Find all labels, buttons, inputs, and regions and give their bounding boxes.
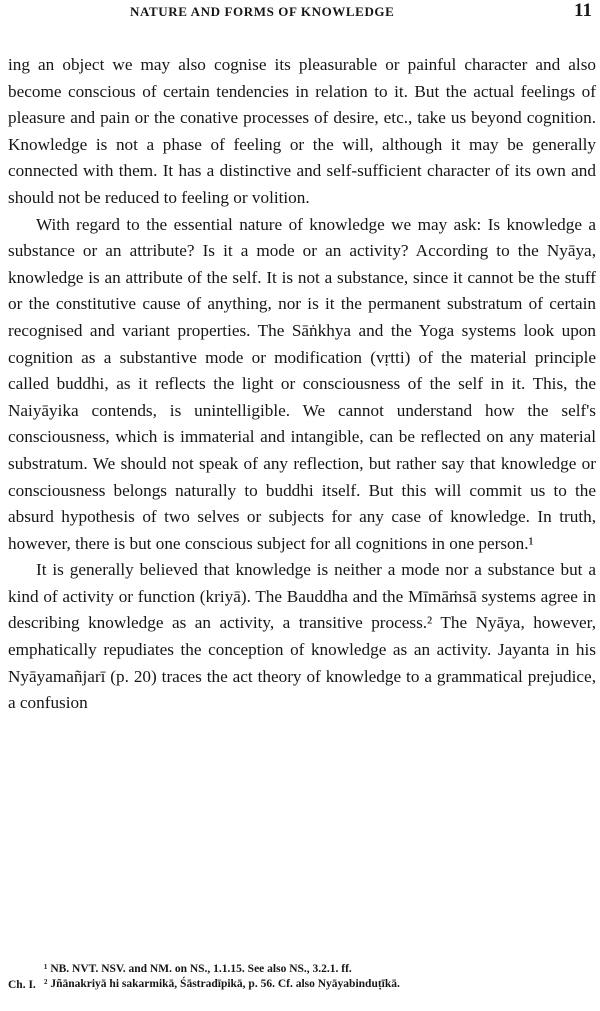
body-text <box>8 52 596 717</box>
running-head: NATURE AND FORMS OF KNOWLEDGE <box>130 4 395 19</box>
footnote: ² Jñānakriyā hi sakarmikā, Śāstradīpikā, p. 56. Cf. also Nyāyabinduṭīkā. <box>44 978 400 990</box>
paragraph: ing an object we may also cognise its pleasurable or painful character and also become conscious of certain tendencies in relation to it. But the actual feelings of pleasure and pain or the conative processes of desire, etc., take us beyond cognition. Knowledge is not a phase of feeling or the will, although it may be generally connected with them. It has a distinctive and self-sufficient character of its own and should not be reduced to feeling or volition. <box>8 55 596 207</box>
chapter-label: Ch. I. <box>8 979 36 991</box>
paragraph: It is generally believed that knowledge is neither a mode nor a substance but a kind of activity or function (kriyā). The Bauddha and the Mīmāṁsā systems agree in describing knowledge as an activity, a transitive process.² The Nyāya, however, emphatically repudiates the conception of knowledge as an activity. Jayanta in his Nyāyamañjarī (p. 20) traces the act theory of knowledge to a grammatical prejudice, a confusion <box>8 560 596 713</box>
footnotes <box>8 962 596 992</box>
page-number: 11 <box>574 0 592 21</box>
page-header <box>0 0 600 30</box>
footnote: ¹ NB. NVT. NSV. and NM. on NS., 1.1.15. See also NS., 3.2.1. ff. <box>44 963 352 975</box>
paragraph: With regard to the essential nature of knowledge we may ask: Is knowledge a substance or an attribute? Is it a mode or an activity? According to the Nyāya, knowledge is an attribute of the self. It is not a substance, since it cannot be the stuff or the constitutive cause of anything, nor is it the permanent substratum of certain recognised and variant properties. The Sāṅkhya and the Yoga systems look upon cognition as a substantive mode or modification (vṛtti) of the material principle called buddhi, as it reflects the light or consciousness of the self in it. This, the Naiyāyika contends, is unintelligible. We cannot understand how the self's consciousness, which is immaterial and intangible, can be reflected on any material substratum. We should not speak of any reflection, but rather say that knowledge or consciousness belongs naturally to buddhi itself. But this will commit us to the absurd hypothesis of two selves or subjects for any case of knowledge. In truth, however, there is but one conscious subject for all cognitions in one person.¹ <box>8 214 596 553</box>
